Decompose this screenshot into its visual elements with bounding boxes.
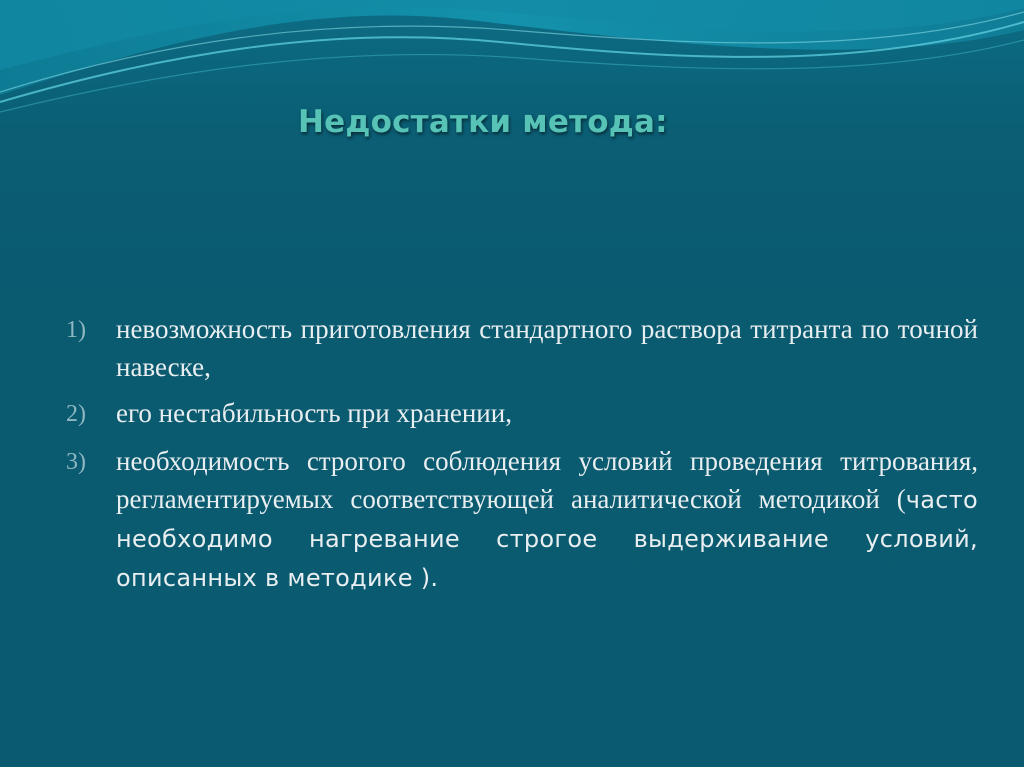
list-item-text-serif: необходимость строгого соблюдения условий проведения титрования, регламентируемых соответствующей аналитической методикой ( — [116, 446, 978, 514]
list-item — [66, 442, 978, 597]
list-item-number: 1) — [66, 317, 86, 343]
list-item-text — [116, 442, 978, 597]
list-item-text: невозможность приготовления стандартного раствора титранта по точной навеске, — [116, 314, 978, 382]
disadvantages-list — [66, 310, 978, 605]
list-item-number: 3) — [66, 449, 86, 475]
list-item — [66, 394, 978, 434]
list-item-text: его нестабильность при хранении, — [116, 398, 512, 428]
list-item — [66, 310, 978, 386]
slide-title: Недостатки метода: — [298, 104, 668, 140]
list-item-number: 2) — [66, 401, 86, 427]
list-item-text-sans: часто необходимо нагревание строгое выдерживание условий, описанных в методике ). — [116, 486, 978, 592]
